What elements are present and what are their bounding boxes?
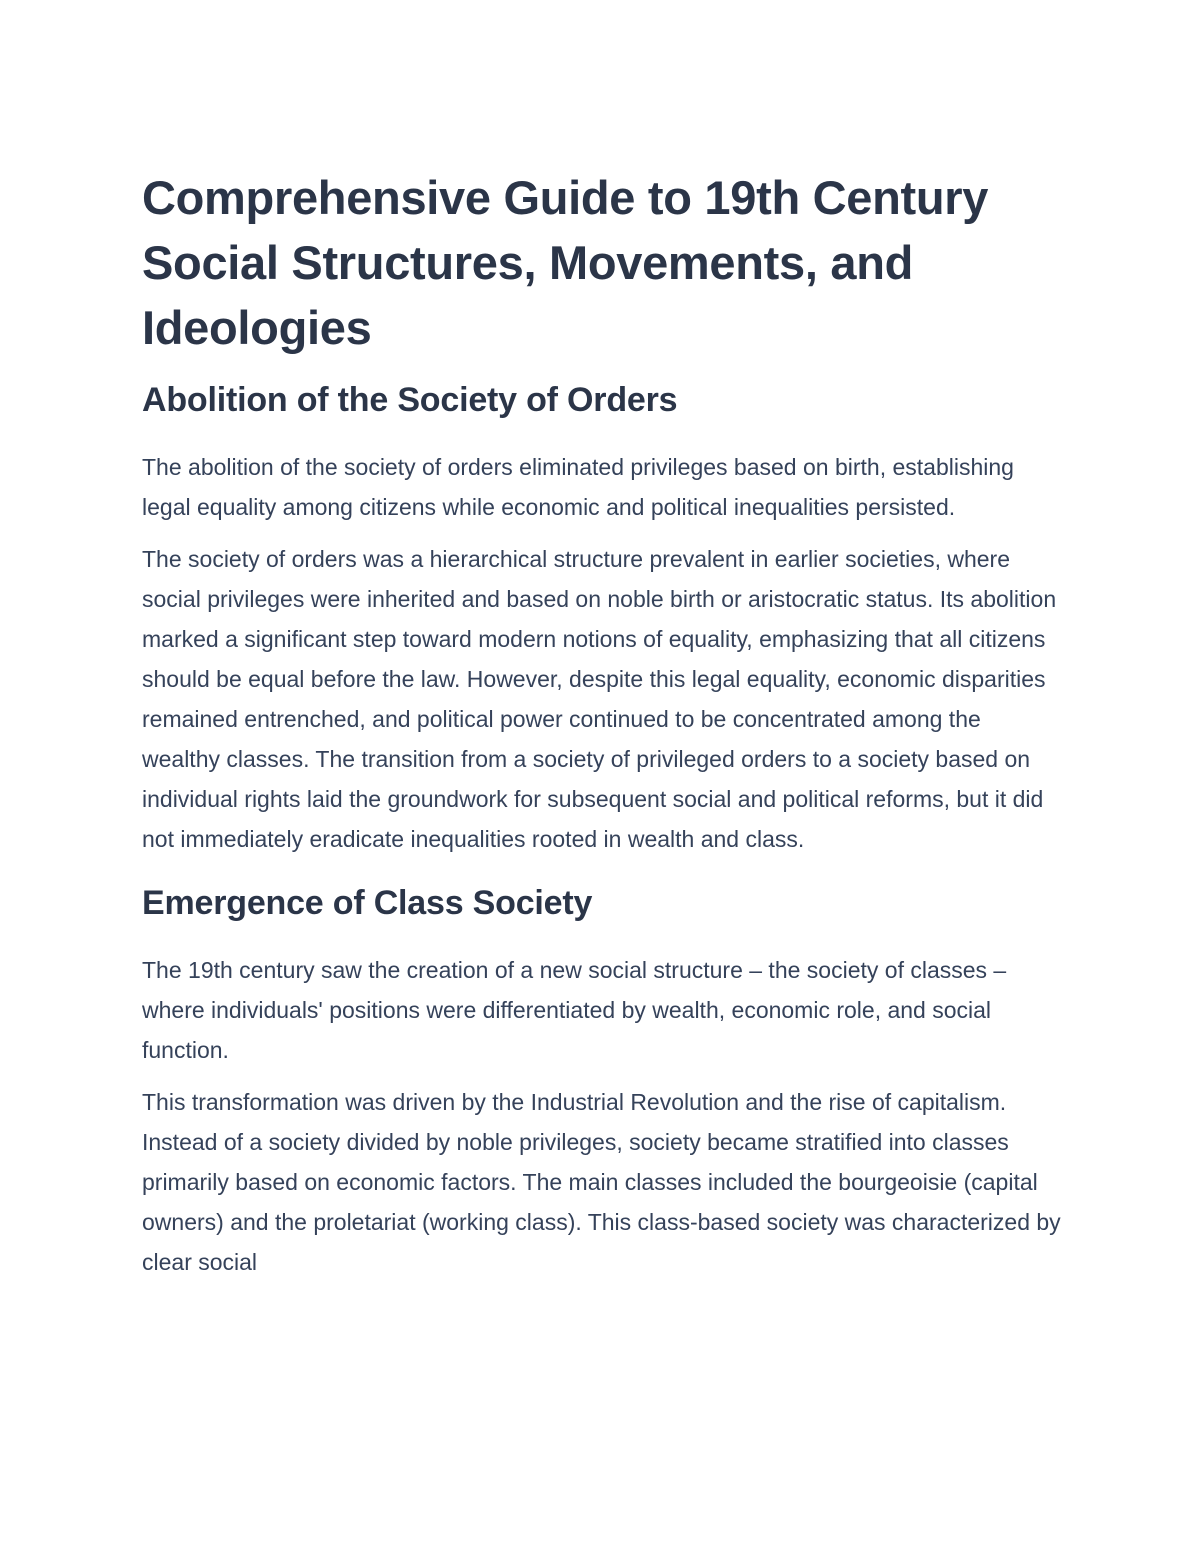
section-class-society xyxy=(142,881,1062,1282)
section-summary: The 19th century saw the creation of a new social structure – the society of classes – where individuals' positions were differentiated by wealth, economic role, and social function. xyxy=(142,957,1007,1063)
section-heading: Abolition of the Society of Orders xyxy=(142,381,678,419)
section-abolition xyxy=(142,378,1062,859)
section-body: The society of orders was a hierarchical structure prevalent in earlier societies, where social privileges were inherited and based on noble birth or aristocratic status. Its abolition marked a significant step toward modern notions of equality, emphasizing that all citizens should be equal before the law. However, despite this legal equality, economic disparities remained entrenched, and political power continued to be concentrated among the wealthy classes. The transition from a society of privileged orders to a society based on individual rights laid the groundwork for subsequent social and political reforms, but it did not immediately eradicate inequalities rooted in wealth and class. xyxy=(142,546,1057,852)
section-body: This transformation was driven by the Industrial Revolution and the rise of capitalism. Instead of a society divided by noble privileges, society became stratified into classes primarily based on economic factors. The main classes included the bourgeoisie (capital owners) and the proletariat (working class). This class-based society was characterized by clear social xyxy=(142,1089,1061,1275)
document-title: Comprehensive Guide to 19th Century Social Structures, Movements, and Ideologies xyxy=(142,171,989,354)
document-page xyxy=(142,165,1062,1282)
section-heading: Emergence of Class Society xyxy=(142,884,593,922)
section-summary: The abolition of the society of orders eliminated privileges based on birth, establishing legal equality among citizens while economic and political inequalities persisted. xyxy=(142,454,1014,520)
